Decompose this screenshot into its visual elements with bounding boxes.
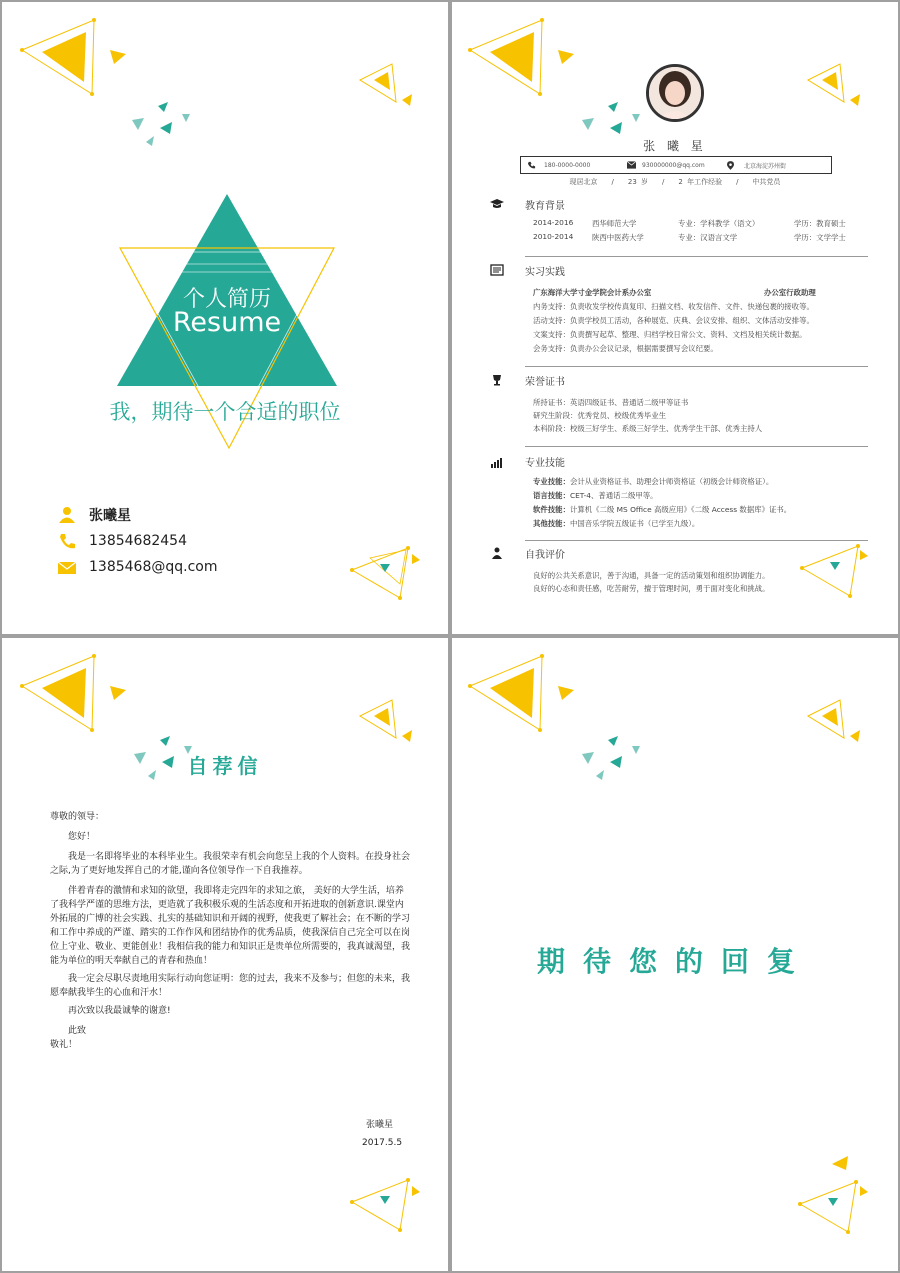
divider [525,540,868,541]
intern-item-4: 会务支持：负责办公会议记录，根据需要撰写会议纪要。 [533,344,718,353]
skill-row-3 [533,504,791,515]
contact-bar [520,156,832,174]
honor-item-2: 研究生阶段：优秀党员、校级优秀毕业生 [533,411,667,420]
divider [525,256,868,257]
edu-years-2: 2010-2014 [533,232,574,241]
letter-paragraph-2: 伴着青春的激情和求知的欲望，我即将走完四年的求知之旅， 美好的大学生活，培养了我科学严谨的思维方法，更造就了我积极乐观的生活态度和开拓进取的创新意识.课堂内外拓展的广博的社会实践、扎实的基础知识和开阔的视野，使我更了解社会；在不断的学习和工作中养成的严谨、踏实的工作作风和团结协作的优秀品质，使我深信自己完全可以在岗位上守业、敬业、更能创业！我相信我的能力和知识正是贵单位所需要的，我真诚渴望，我能为单位的明天奉献自己的青春和热血！ [50,886,411,966]
phone-icon [57,532,77,550]
skill-row-2 [533,490,658,501]
skill-label: 其他技能： [533,519,570,528]
edu-degree-2: 学历：文学学士 [794,233,846,242]
resume-name: 张 曦 星 [643,139,707,153]
letter-closing-2: 敬礼！ [50,1040,78,1050]
location-pin-icon [727,161,734,170]
letter-title: 自荐信 [187,754,263,778]
letter-greeting: 您好！ [68,832,96,842]
ending-message: 期待您的回复 [536,945,813,978]
contact-name: 张曦星 [89,508,131,524]
newspaper-icon [490,264,504,276]
honor-item-3: 本科阶段：校级三好学生、系级三好学生、优秀学生干部、优秀主持人 [533,424,763,433]
skill-label: 软件技能： [533,505,570,514]
person-icon [57,506,77,524]
edu-school-1: 西华师范大学 [592,219,637,228]
cover-subtitle: Resume [172,307,282,338]
graduation-cap-icon [490,198,504,210]
skill-row-1 [533,476,773,487]
resume-email[interactable]: 930000000@qq.com [642,161,705,169]
person-icon [490,547,504,559]
letter-salutation: 尊敬的领导： [50,812,105,822]
contact-email-row [57,556,217,578]
edu-major-2: 专业：汉语言文学 [678,233,738,242]
honors-title: 荣誉证书 [525,377,565,388]
phone-icon [527,161,536,170]
intern-role: 办公室行政助理 [764,288,816,297]
basic-info: 现居北京 / 23 岁 / 2 年工作经验 / 中共党员 [569,178,781,186]
edu-school-2: 陕西中医药大学 [592,233,644,242]
contact-phone[interactable]: 13854682454 [89,533,187,549]
cover-title: 个人简历 [182,287,271,312]
edu-row-1 [533,218,573,227]
skills-title: 专业技能 [525,458,565,469]
edu-major-1: 专业：学科教学（语文） [678,219,760,228]
letter-paragraph-1: 我是一名即将毕业的本科毕业生。我很荣幸有机会向您呈上我的个人资料。在投身社会之际,为了更好地发挥自己的才能,谨向各位领导作一下自我推荐。 [50,852,411,876]
skill-label: 语言技能： [533,491,570,500]
self-eval-title: 自我评价 [525,550,565,561]
cover-page [2,2,448,634]
contact-name-row [57,504,131,526]
intern-org: 广东海洋大学寸金学院会计系办公室 [533,288,652,297]
portrait-image [649,67,701,119]
ending-page [452,638,898,1271]
skill-label: 专业技能： [533,477,570,486]
honor-item-1: 所持证书：英语四级证书、普通话二级甲等证书 [533,398,689,407]
resume-page [452,2,898,634]
education-title: 教育背景 [525,201,565,212]
divider [525,366,868,367]
self-eval-item-2: 良好的心态和责任感，吃苦耐劳，擅于管理时间，勇于面对变化和挑战。 [533,584,770,593]
intern-item-2: 活动支持：负责学校员工活动，各种展览、庆典、会议安排、组织、文体活动安排等。 [533,316,814,325]
avatar [646,64,704,122]
skill-row-4 [533,518,699,529]
cover-motto: 我，期待一个合适的职位 [109,400,341,424]
resume-address: 北京海淀苏州街 [744,162,787,170]
skill-text: CET-4、普通话二级甲等。 [569,491,658,500]
letter-paragraph-3: 我一定会尽职尽责地用实际行动向您证明：您的过去，我来不及参与；但您的未来，我愿奉献我毕生的心血和汗水！ [50,974,411,998]
cover-letter-page [2,638,448,1271]
mail-icon [627,161,636,169]
letter-closing-1: 此致 [68,1026,87,1036]
skill-text: 中国音乐学院五级证书（已学至九级）。 [569,519,700,528]
contact-email-cell [627,161,727,169]
intern-item-3: 文案支持：负责撰写起草、整理、归档学校日常公文、资料、文档及相关统计数据。 [533,330,807,339]
bar-chart-icon [490,456,504,468]
trophy-icon [490,374,504,386]
internship-title: 实习实践 [525,267,565,278]
skill-text: 会计从业资格证书、助理会计师资格证（初级会计师资格证）。 [569,477,774,486]
self-eval-item-1: 良好的公共关系意识，善于沟通，具备一定的活动策划和组织协调能力。 [533,571,770,580]
resume-phone[interactable]: 180-0000-0000 [544,161,591,169]
mail-icon [57,558,77,576]
letter-signature: 张曦星 [366,1120,394,1130]
skill-text: 计算机《二级 MS Office 高级应用》《二级 Access 数据库》证书。 [569,505,792,514]
edu-years: 2014-2016 [533,218,574,227]
letter-paragraph-4: 再次致以我最诚挚的谢意! [68,1006,171,1016]
letter-date: 2017.5.5 [362,1138,403,1148]
divider [525,446,868,447]
contact-phone-cell [521,161,627,170]
contact-phone-row [57,530,187,552]
contact-email[interactable]: 1385468@qq.com [89,559,218,575]
contact-address-cell [727,161,827,170]
intern-item-1: 内务支持：负责收发学校传真复印、扫描文档、收发信件、文件、快递包裹的接收等。 [533,302,814,311]
edu-degree-1: 学历：教育硕士 [794,219,846,228]
